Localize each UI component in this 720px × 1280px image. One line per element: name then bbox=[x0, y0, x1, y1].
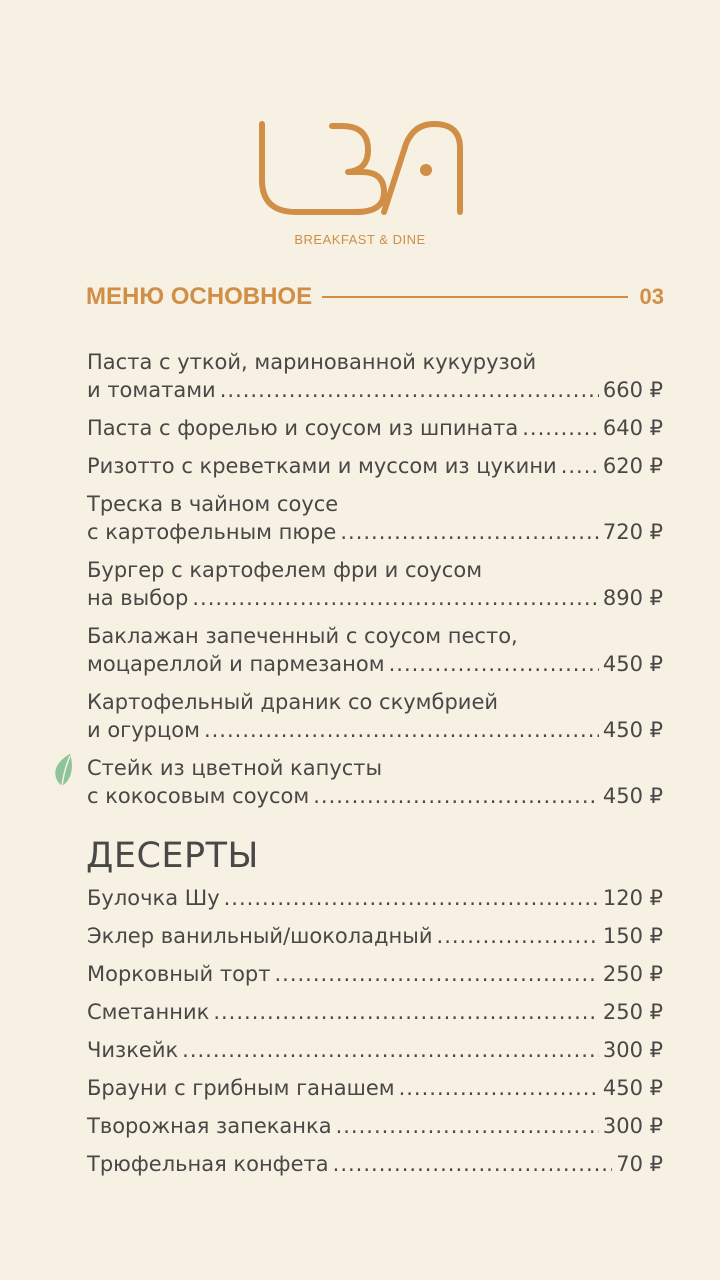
menu-item bbox=[87, 688, 663, 744]
menu-item bbox=[87, 556, 663, 612]
dessert-name: Трюфельная конфета bbox=[87, 1152, 329, 1176]
logo-mark bbox=[256, 120, 466, 220]
logo-tagline: BREAKFAST & DINE bbox=[294, 232, 426, 247]
dessert-name: Булочка Шу bbox=[87, 886, 220, 910]
menu-item-price: 450 ₽ bbox=[602, 784, 663, 808]
dessert-name: Творожная запеканка bbox=[87, 1114, 332, 1138]
menu-item bbox=[87, 452, 663, 480]
dessert-name: Морковный торт bbox=[87, 962, 271, 986]
menu-item-price: 620 ₽ bbox=[602, 454, 663, 478]
dessert-name: Брауни с грибным ганашем bbox=[87, 1076, 395, 1100]
menu-item-name-line1: Треска в чайном соусе bbox=[87, 492, 339, 516]
dessert-price: 250 ₽ bbox=[602, 962, 663, 986]
menu-item-name-line1: Стейк из цветной капусты bbox=[87, 756, 383, 780]
dessert-price: 450 ₽ bbox=[602, 1076, 663, 1100]
menu-item-name-line1: Баклажан запеченный с соусом песто, bbox=[87, 624, 518, 648]
dot-leader bbox=[561, 452, 599, 480]
dessert-price: 120 ₽ bbox=[602, 886, 663, 910]
menu-item-name: Паста с форелью и соусом из шпината bbox=[87, 416, 519, 440]
menu-item-name-line1: Паста с уткой, маринованной кукурузой bbox=[87, 350, 537, 374]
section-header bbox=[86, 282, 664, 312]
page-number: 03 bbox=[639, 284, 664, 309]
menu-item-vegan bbox=[87, 754, 663, 810]
dot-leader bbox=[522, 414, 599, 442]
menu-item-price: 450 ₽ bbox=[602, 718, 663, 742]
desserts-heading: ДЕСЕРТЫ bbox=[86, 836, 259, 876]
menu-item-price: 890 ₽ bbox=[602, 586, 663, 610]
menu-item-name-line1: Бургер с картофелем фри и соусом bbox=[87, 558, 483, 582]
section-title: МЕНЮ ОСНОВНОЕ bbox=[86, 283, 313, 310]
menu-item-price: 450 ₽ bbox=[602, 652, 663, 676]
menu-item-price: 660 ₽ bbox=[602, 378, 663, 402]
menu-item-name-line2: и томатами bbox=[87, 378, 216, 402]
menu-item bbox=[87, 348, 663, 404]
dessert-price: 300 ₽ bbox=[602, 1114, 663, 1138]
menu-item-name-line1: Картофельный драник со скумбрией bbox=[87, 690, 499, 714]
dessert-item bbox=[87, 922, 663, 950]
dot-leader bbox=[224, 884, 599, 912]
dessert-price: 150 ₽ bbox=[602, 924, 663, 948]
menu-item bbox=[87, 414, 663, 442]
dessert-name: Эклер ванильный/шоколадный bbox=[87, 924, 433, 948]
dessert-item bbox=[87, 960, 663, 988]
main-menu-list bbox=[87, 348, 663, 820]
dot-leader bbox=[399, 1074, 599, 1102]
dessert-menu-list bbox=[87, 884, 663, 1188]
dot-leader bbox=[437, 922, 599, 950]
dot-leader bbox=[213, 998, 599, 1026]
dot-leader bbox=[192, 584, 599, 612]
dessert-name: Чизкейк bbox=[87, 1038, 179, 1062]
menu-item bbox=[87, 490, 663, 546]
dessert-item bbox=[87, 1150, 663, 1178]
dot-leader bbox=[313, 782, 599, 810]
section-divider bbox=[322, 296, 627, 298]
dessert-item bbox=[87, 884, 663, 912]
dessert-item bbox=[87, 1074, 663, 1102]
menu-item-name-line2: с кокосовым соусом bbox=[87, 784, 310, 808]
menu-item-name: Ризотто с креветками и муссом из цукини bbox=[87, 454, 557, 478]
dessert-price: 70 ₽ bbox=[616, 1152, 663, 1176]
dessert-price: 300 ₽ bbox=[602, 1038, 663, 1062]
dessert-name: Сметанник bbox=[87, 1000, 210, 1024]
dessert-item bbox=[87, 1112, 663, 1140]
menu-item-name-line2: моцареллой и пармезаном bbox=[87, 652, 385, 676]
menu-item-price: 640 ₽ bbox=[602, 416, 663, 440]
dessert-item bbox=[87, 998, 663, 1026]
leaf-icon bbox=[50, 752, 74, 788]
dot-leader bbox=[182, 1036, 599, 1064]
dot-leader bbox=[340, 518, 599, 546]
dot-leader bbox=[204, 716, 599, 744]
menu-item-price: 720 ₽ bbox=[602, 520, 663, 544]
dot-leader bbox=[336, 1112, 599, 1140]
menu-item-name-line2: и огурцом bbox=[87, 718, 200, 742]
brand-logo bbox=[256, 120, 466, 220]
dessert-price: 250 ₽ bbox=[602, 1000, 663, 1024]
dot-leader bbox=[220, 376, 599, 404]
dot-leader bbox=[389, 650, 599, 678]
dot-leader bbox=[274, 960, 598, 988]
menu-item-name-line2: с картофельным пюре bbox=[87, 520, 337, 544]
menu-item-name-line2: на выбор bbox=[87, 586, 189, 610]
dessert-item bbox=[87, 1036, 663, 1064]
dot-leader bbox=[333, 1150, 613, 1178]
menu-item bbox=[87, 622, 663, 678]
